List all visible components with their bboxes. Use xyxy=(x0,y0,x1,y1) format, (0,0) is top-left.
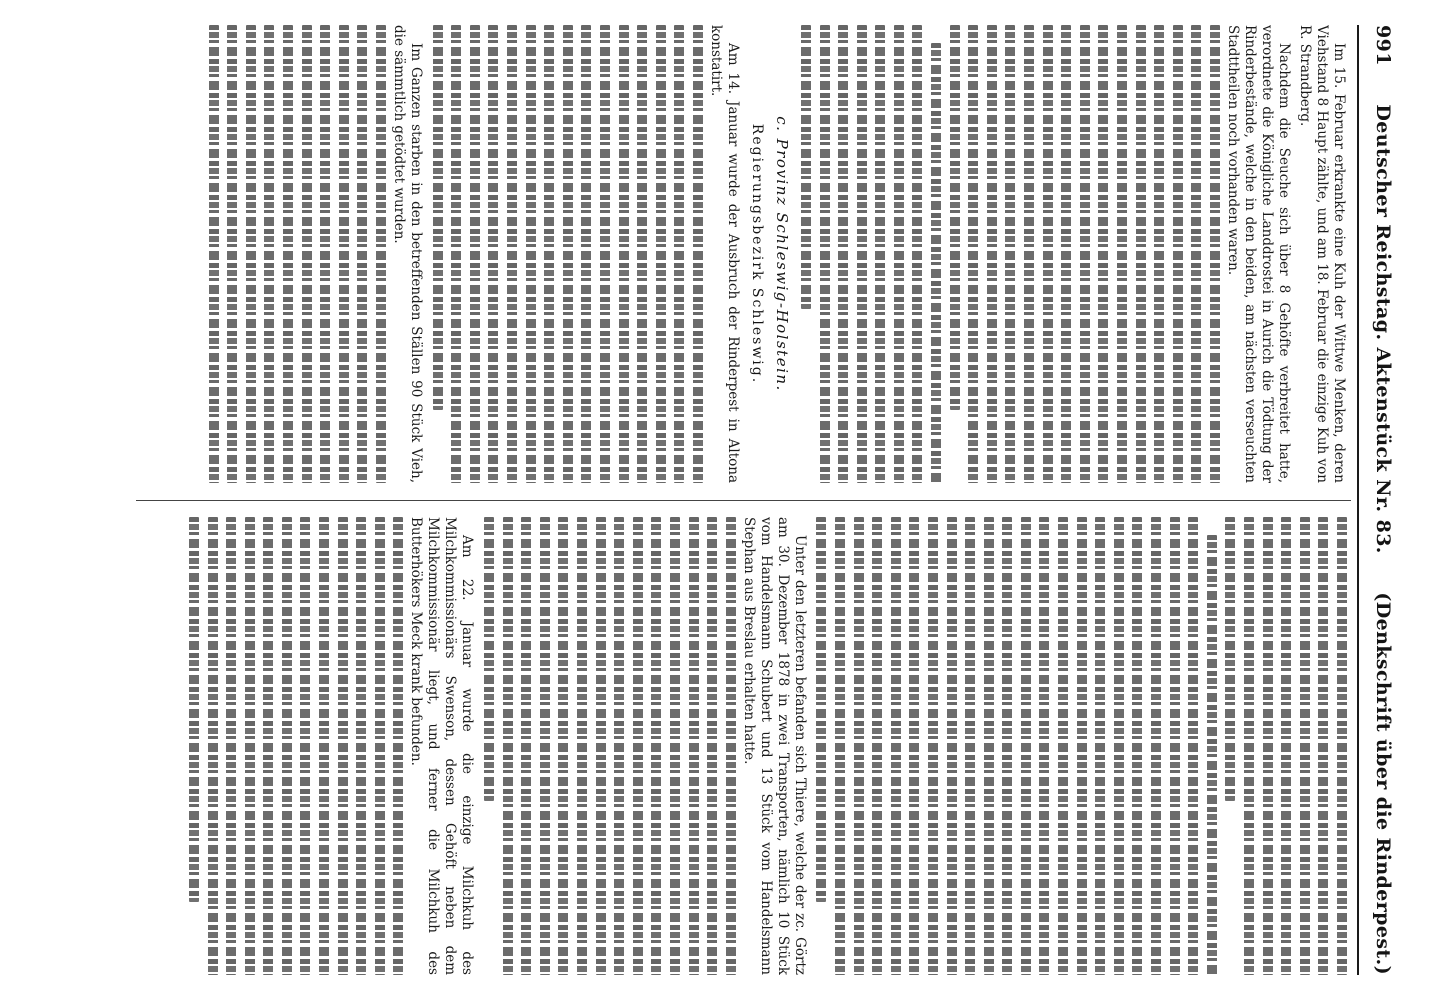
text-line xyxy=(451,25,461,483)
text-block xyxy=(189,517,404,975)
text-line xyxy=(670,517,680,975)
text-line xyxy=(488,25,498,483)
text-line xyxy=(484,517,494,801)
text-line xyxy=(689,517,699,975)
text-line xyxy=(376,25,386,483)
text-line xyxy=(984,517,994,975)
text-line xyxy=(507,25,517,483)
text-line xyxy=(189,517,199,902)
header-rule xyxy=(1357,25,1359,975)
text-line xyxy=(965,517,975,975)
paragraph: Nachdem die Seuche sich über 8 Gehöfte verbreitet hatte, verordnete die Königliche Landdrostei in Aurich die Tödtung der Rinderbestände, welche in den beiden, am nächsten verseuchten Stadttheilen noch vorhanden waren. xyxy=(1225,25,1292,483)
text-line xyxy=(1058,517,1068,975)
text-line xyxy=(563,25,573,483)
text-line xyxy=(581,25,591,483)
text-line xyxy=(928,517,938,975)
text-line xyxy=(1210,25,1220,483)
text-line xyxy=(1207,535,1217,975)
subsection-heading: Regierungsbezirk Schleswig. xyxy=(748,123,765,385)
text-line xyxy=(1117,25,1127,483)
text-line xyxy=(1170,517,1180,975)
section-heading: c. Provinz Schleswig-Holstein. xyxy=(772,116,791,392)
text-line xyxy=(891,517,901,975)
text-line xyxy=(835,517,845,975)
text-line xyxy=(320,25,330,483)
text-line xyxy=(1021,517,1031,975)
text-line xyxy=(338,517,348,975)
text-block xyxy=(209,25,386,483)
text-line xyxy=(656,25,666,483)
text-line xyxy=(1188,517,1198,975)
text-line xyxy=(1043,25,1053,483)
text-line xyxy=(283,25,293,483)
paragraph: Im 15. Februar erkrankte eine Kuh der Wittwe Menken, deren Viehstand 8 Haupt zählte, und am 18. Februar die einzige Kuh von R. Strandberg. xyxy=(1297,25,1347,483)
paragraph: Unter den letzteren befanden sich Thiere, welche der zc. Görtz am 30. Dezember 1878 in zwei Transporten, nämlich 10 Stück vom Handelsmann Schubert und 13 Stück vom Handelsmann Stephan aus Breslau erhalten hatte. xyxy=(740,517,808,975)
text-line xyxy=(263,517,273,975)
text-line xyxy=(931,43,941,483)
text-line xyxy=(1077,517,1087,975)
text-line xyxy=(1002,517,1012,975)
text-line xyxy=(1191,25,1201,483)
text-line xyxy=(674,25,684,483)
page-number: 991 xyxy=(1372,25,1394,66)
text-line xyxy=(1281,517,1291,975)
text-line xyxy=(540,517,550,975)
text-line xyxy=(339,25,349,483)
header-subtitle: (Denkschrift über die Rinderpest.) xyxy=(1372,592,1394,975)
text-line xyxy=(246,25,256,483)
text-line xyxy=(356,517,366,975)
column-divider xyxy=(136,500,1351,501)
text-line xyxy=(319,517,329,975)
text-line xyxy=(302,25,312,483)
text-line xyxy=(1300,517,1310,975)
text-line xyxy=(1080,25,1090,483)
text-line xyxy=(596,517,606,975)
text-line xyxy=(909,517,919,975)
text-line xyxy=(245,517,255,975)
text-line xyxy=(209,25,219,483)
text-line xyxy=(947,517,957,975)
text-line xyxy=(375,517,385,975)
text-line xyxy=(857,25,867,483)
text-line xyxy=(707,517,717,975)
text-block xyxy=(801,25,1220,483)
text-line xyxy=(503,517,513,975)
text-line xyxy=(1154,25,1164,483)
text-block xyxy=(484,517,736,975)
text-line xyxy=(726,517,736,975)
text-line xyxy=(854,517,864,975)
text-line xyxy=(282,517,292,975)
text-line xyxy=(619,25,629,483)
text-line xyxy=(875,25,885,483)
text-line xyxy=(913,25,923,483)
text-line xyxy=(226,517,236,975)
text-line xyxy=(264,25,274,483)
text-line xyxy=(820,25,830,483)
text-block xyxy=(433,25,703,483)
text-line xyxy=(987,25,997,483)
text-line xyxy=(894,25,904,483)
text-line xyxy=(357,25,367,483)
text-line xyxy=(1263,517,1273,975)
text-line xyxy=(1173,25,1183,483)
text-line xyxy=(633,517,643,975)
text-line xyxy=(950,25,960,410)
paragraph: Im Ganzen starben in den betreffenden Ställen 90 Stück Vieh, die sämmtlich getödtet wurden. xyxy=(391,25,425,483)
text-line xyxy=(1318,517,1328,975)
page-header xyxy=(1361,25,1405,975)
text-line xyxy=(1040,517,1050,975)
text-line xyxy=(393,517,403,975)
text-line xyxy=(1132,517,1142,975)
text-line xyxy=(1061,25,1071,483)
text-line xyxy=(693,25,703,483)
text-line xyxy=(227,25,237,483)
text-line xyxy=(470,25,480,483)
paragraph: Am 14. Januar wurde der Ausbruch der Rinderpest in Altona konstatirt. xyxy=(707,25,741,483)
column-right xyxy=(132,517,1347,975)
text-line xyxy=(872,517,882,975)
text-line xyxy=(558,517,568,975)
text-line xyxy=(816,517,826,902)
header-title: Deutscher Reichstag. Aktenstück Nr. 83. xyxy=(1372,104,1394,554)
rotated-page-content xyxy=(125,25,1405,975)
text-line xyxy=(521,517,531,975)
text-line xyxy=(637,25,647,483)
text-block xyxy=(816,517,1347,975)
text-line xyxy=(1136,25,1146,483)
text-line xyxy=(801,25,811,309)
text-line xyxy=(1095,517,1105,975)
text-line xyxy=(526,25,536,483)
text-line xyxy=(614,517,624,975)
text-line xyxy=(1114,517,1124,975)
text-line xyxy=(301,517,311,975)
text-line xyxy=(1005,25,1015,483)
text-line xyxy=(968,25,978,483)
text-line xyxy=(577,517,587,975)
text-line xyxy=(651,517,661,975)
text-line xyxy=(1244,517,1254,975)
text-line xyxy=(433,25,443,410)
text-line xyxy=(1225,517,1235,801)
text-line xyxy=(1151,517,1161,975)
column-left xyxy=(132,25,1347,483)
text-line xyxy=(544,25,554,483)
text-line xyxy=(1098,25,1108,483)
text-line xyxy=(208,517,218,975)
text-line xyxy=(1337,517,1347,975)
text-line xyxy=(838,25,848,483)
text-line xyxy=(600,25,610,483)
paragraph: Am 22. Januar wurde die einzige Milchkuh des Milchkommissionärs Swenson, dessen Gehöft neben dem Milchkommissionär liegt, und ferner die Milchkuh des Butterhökers Meck krank befunden. xyxy=(408,517,476,975)
text-line xyxy=(1024,25,1034,483)
